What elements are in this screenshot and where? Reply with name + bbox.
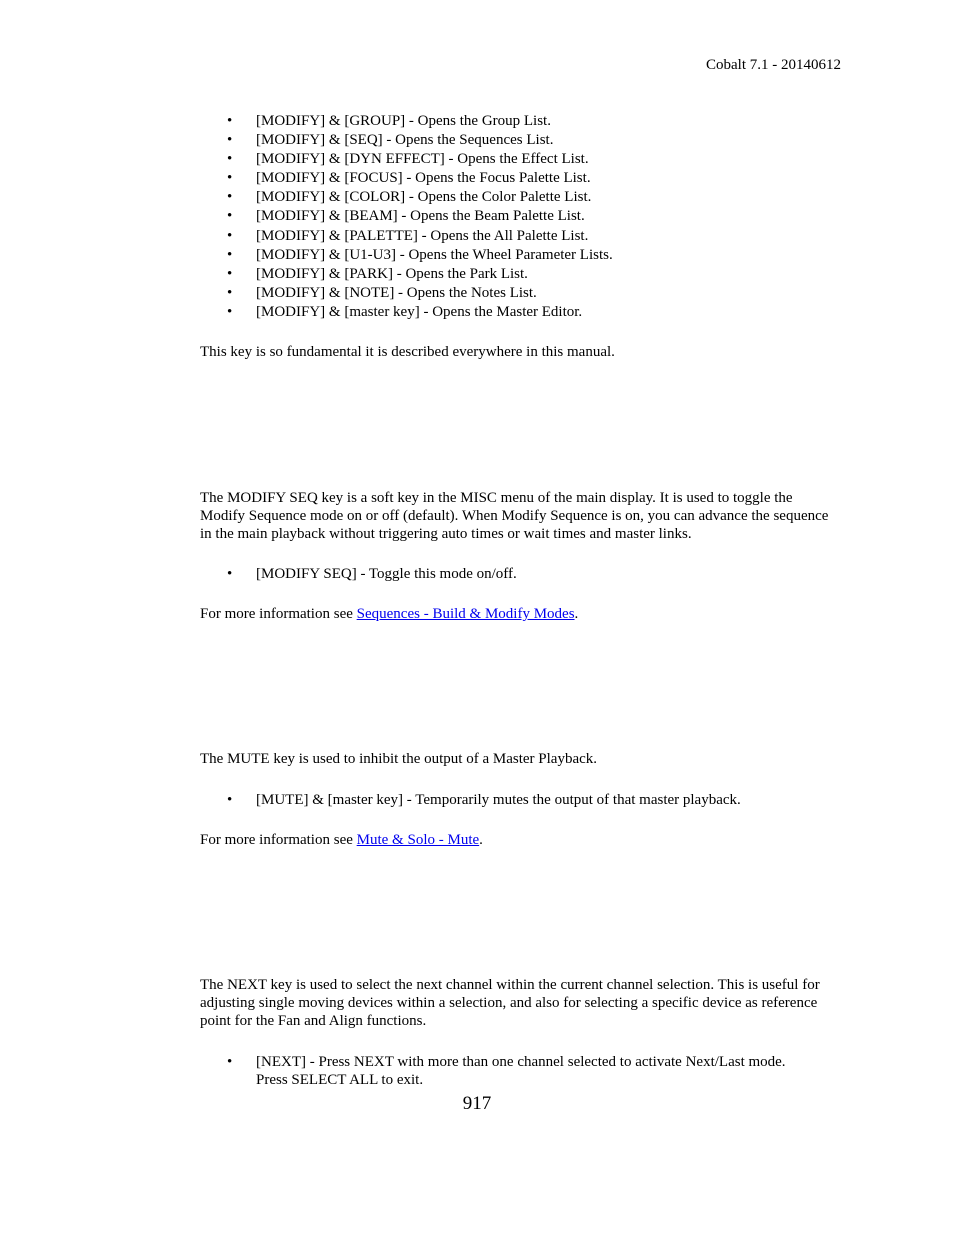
list-item [200,131,830,150]
list-item [200,265,830,284]
bullet-icon: • [227,132,233,149]
bullet-icon: • [227,792,233,808]
list-item-text: [MODIFY] & [U1-U3] - Opens the Wheel Parameter Lists. [256,246,613,263]
list-item-text: [MODIFY] & [DYN EFFECT] - Opens the Effect List. [256,151,589,168]
list-item-text: [MODIFY] & [BEAM] - Opens the Beam Palette List. [256,208,585,225]
modify-seq-more-info [200,605,830,623]
mute-solo-link[interactable]: Mute & Solo - Mute [356,832,480,848]
bullet-icon: • [227,265,233,282]
bullet-icon: • [227,170,233,187]
modify-seq-list [200,565,830,583]
modify-closing-paragraph: This key is so fundamental it is described everywhere in this manual. [200,344,615,360]
modify-seq-intro-paragraph: The MODIFY SEQ key is a soft key in the MISC menu of the main display. It is used to toggle the Modify Sequence mode on or off (default). When Modify Sequence is on, you can advance the sequence in the main playback without triggering auto times or wait times and master links. [200,490,829,542]
list-item-text: [MODIFY SEQ] - Toggle this mode on/off. [256,566,517,582]
bullet-icon: • [227,208,233,225]
list-item [200,791,830,809]
bullet-icon: • [227,246,233,263]
list-item [200,1053,812,1089]
next-list [200,1053,812,1089]
list-item-text: [MODIFY] & [FOCUS] - Opens the Focus Palette List. [256,170,591,187]
list-item-text: [MODIFY] & [SEQ] - Opens the Sequences List. [256,132,554,149]
modify-combo-list [200,112,830,322]
list-item-text: [MODIFY] & [COLOR] - Opens the Color Palette List. [256,189,592,206]
bullet-icon: • [227,566,233,582]
list-item [200,303,830,322]
sequences-build-modify-link[interactable]: Sequences - Build & Modify Modes [356,606,575,622]
list-item [200,169,830,188]
list-item-text: [MODIFY] & [PARK] - Opens the Park List. [256,265,528,282]
list-item [200,150,830,169]
bullet-icon: • [227,151,233,168]
more-info-suffix: . [479,832,483,848]
more-info-suffix: . [574,606,579,622]
bullet-icon: • [227,284,233,301]
bullet-icon: • [227,303,233,320]
list-item [200,284,830,303]
list-item [200,207,830,226]
more-info-prefix: For more information see [200,606,357,622]
list-item [200,188,830,207]
page-number: 917 [462,1093,492,1114]
list-item [200,246,830,265]
mute-intro-paragraph: The MUTE key is used to inhibit the output of a Master Playback. [200,751,598,767]
list-item-text: [MODIFY] & [NOTE] - Opens the Notes List. [256,284,537,301]
bullet-icon: • [227,1054,233,1070]
bullet-icon: • [227,189,233,206]
list-item-text: [MODIFY] & [master key] - Opens the Master Editor. [256,303,583,320]
list-item-text: [MODIFY] & [PALETTE] - Opens the All Palette List. [256,227,589,244]
mute-more-info [200,831,830,849]
list-item [200,565,830,583]
list-item [200,112,830,131]
bullet-icon: • [227,113,233,129]
list-item [200,227,830,246]
mute-list [200,791,830,809]
bullet-icon: • [227,227,233,244]
list-item-text: [MODIFY] & [GROUP] - Opens the Group List. [256,113,551,129]
list-item-text: [NEXT] - Press NEXT with more than one channel selected to activate Next/Last mode. Press SELECT ALL to exit. [256,1054,786,1088]
more-info-prefix: For more information see [200,832,357,848]
document-version-header: Cobalt 7.1 - 20140612 [706,57,841,73]
next-intro-paragraph: The NEXT key is used to select the next channel within the current channel selection. This is useful for adjusting single moving devices within a selection, and also for selecting a specific device as reference point for the Fan and Align functions. [200,977,820,1029]
list-item-text: [MUTE] & [master key] - Temporarily mutes the output of that master playback. [256,792,741,808]
